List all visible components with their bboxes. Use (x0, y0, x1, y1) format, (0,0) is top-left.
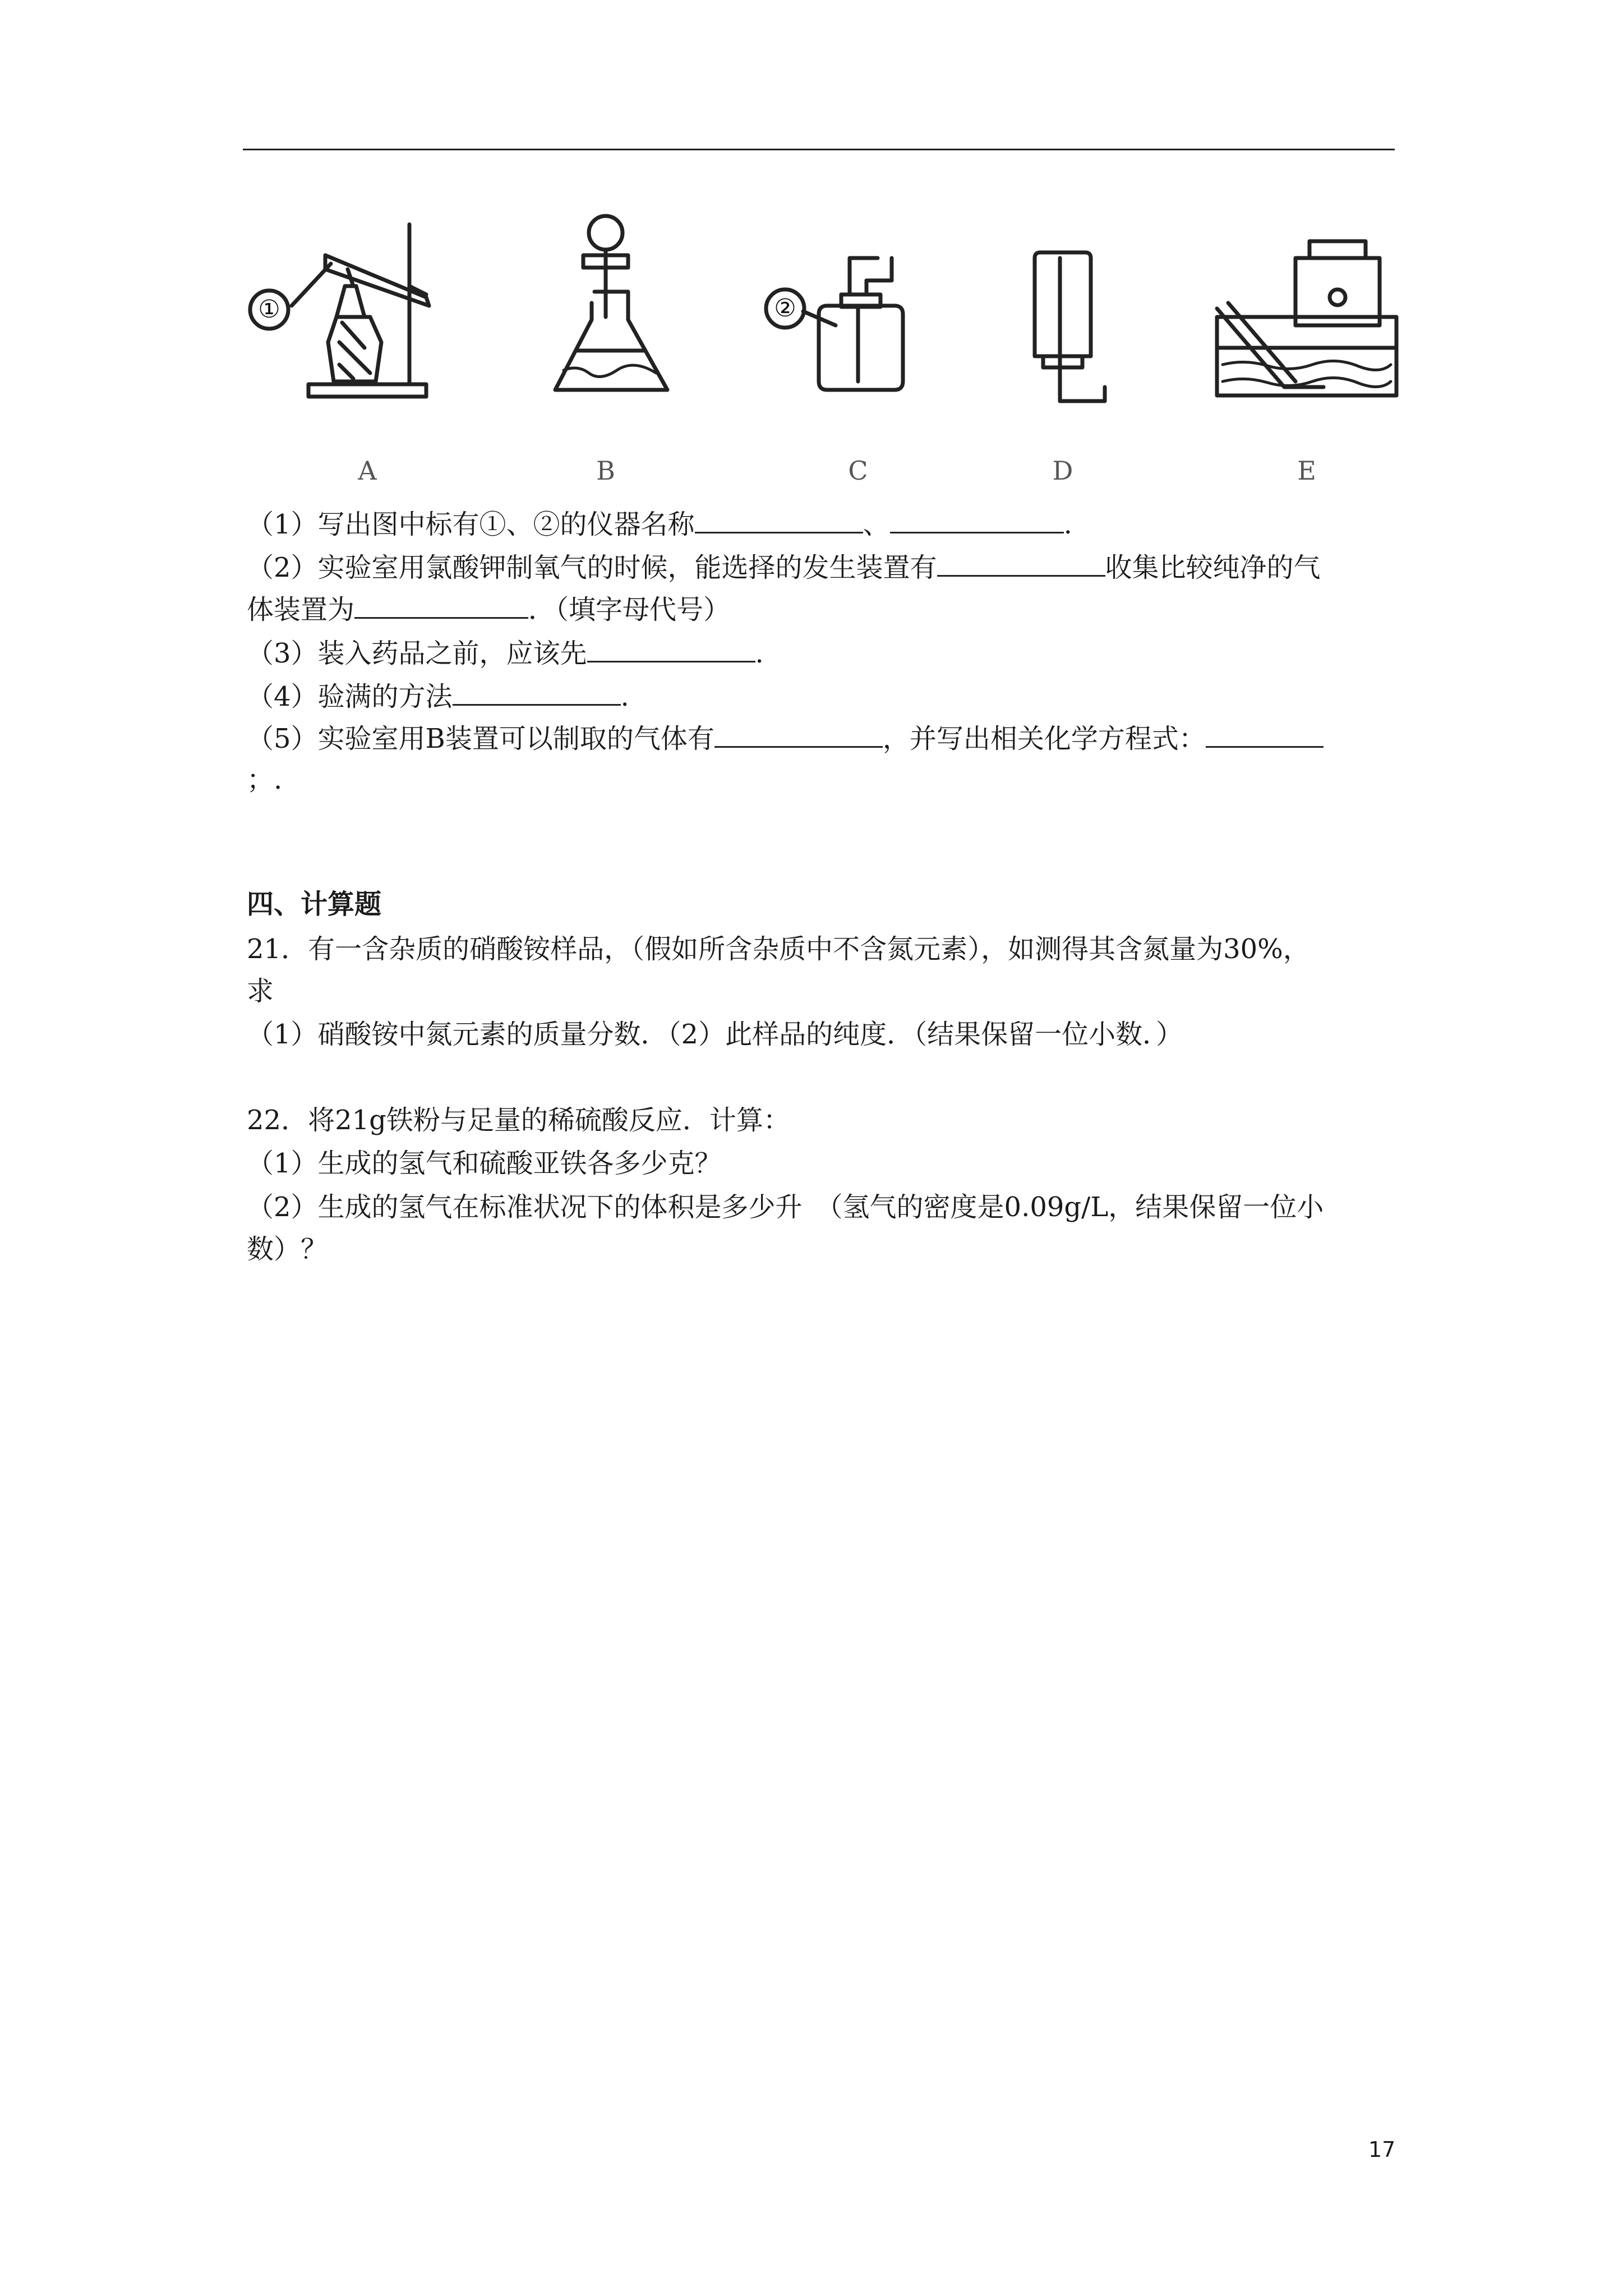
q20-sub2-line1: （2）实验室用氯酸钾制氧气的时候，能选择的发生装置有 收集比较纯净的气 (247, 547, 1321, 586)
q20-sub2-line2: 体装置为 ．（填字母代号） (247, 589, 730, 628)
apparatus-e (1217, 241, 1396, 395)
label-d: D (1052, 455, 1073, 486)
q22-line1: 22．将21g铁粉与足量的稀硫酸反应．计算： (247, 1105, 790, 1136)
q20-sub3: （3）装入药品之前，应该先 . (247, 633, 764, 671)
q22-line3: （2）生成的氢气在标准状况下的体积是多少升 （氢气的密度是0.09g/L，结果保留一位小 (247, 1191, 1324, 1223)
apparatus-c (766, 258, 903, 390)
answer-blank[interactable] (1206, 718, 1324, 748)
q20-sub5-line2: ；. (247, 764, 283, 795)
q21-line1: 21．有一含杂质的硝酸铵样品，（假如所含杂质中不含氮元素），如测得其含氮量为30%， (247, 933, 1310, 965)
answer-blank[interactable] (453, 676, 621, 706)
q21-line2: 求 (247, 976, 274, 1007)
answer-blank[interactable] (714, 718, 883, 748)
q20-sub5-line1: （5）实验室用B装置可以制取的气体有 ，并写出相关化学方程式： (247, 718, 1324, 757)
marker-2: ② (774, 294, 796, 323)
q22-line2: （1）生成的氢气和硫酸亚铁各多少克？ (247, 1148, 722, 1179)
answer-blank[interactable] (587, 633, 755, 662)
lab-apparatus-figure (241, 202, 1402, 494)
q22-line4: 数）？ (247, 1234, 328, 1265)
label-e: E (1297, 455, 1316, 486)
q21-line3: （1）硝酸铵中氮元素的质量分数．（2）此样品的纯度．（结果保留一位小数．） (247, 1019, 1183, 1050)
answer-blank[interactable] (695, 504, 863, 533)
apparatus-b (555, 216, 667, 390)
apparatus-d (1035, 252, 1105, 401)
q20-sub4: （4）验满的方法 . (247, 676, 629, 715)
q20-sub1: （1）写出图中标有①、②的仪器名称 、 . (247, 504, 1072, 542)
answer-blank[interactable] (937, 547, 1105, 577)
section-heading: 四、计算题 (247, 889, 382, 920)
label-b: B (596, 455, 615, 486)
marker-1: ① (258, 295, 280, 324)
header-rule (243, 149, 1395, 150)
label-a: A (358, 455, 377, 486)
label-c: C (848, 455, 868, 486)
answer-blank[interactable] (354, 589, 528, 619)
page-number: 17 (1368, 2137, 1396, 2162)
answer-blank[interactable] (890, 504, 1064, 533)
